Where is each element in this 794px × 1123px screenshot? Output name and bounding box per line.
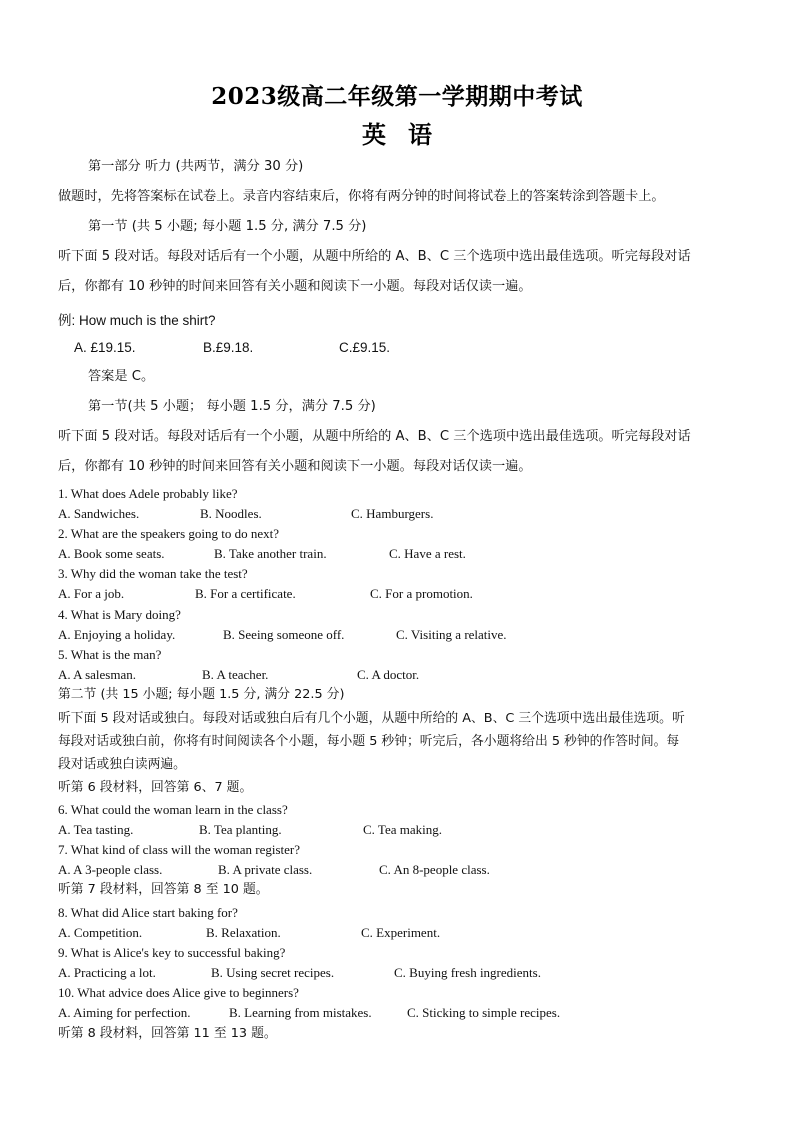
question-4-option-c: C. Visiting a relative. (396, 627, 507, 642)
question-10-option-c: C. Sticking to simple recipes. (407, 1005, 561, 1020)
question-7-option-a: A. A 3-people class. (58, 862, 163, 877)
section2-instruction-line2: 每段对话或独白前，你将有时间阅读各个小题，每小题 5 秒钟；听完后，各小题将给出 5 秒钟的作答时间。每 (58, 734, 680, 749)
exam-subject: 英语 (362, 120, 454, 149)
question-1-option-c: C. Hamburgers. (351, 506, 434, 521)
question-6: 6. What could the woman learn in the class? (58, 802, 288, 817)
question-2: 2. What are the speakers going to do next? (58, 526, 280, 541)
question-2-option-a: A. Book some seats. (58, 546, 165, 561)
question-9: 9. What is Alice's key to successful baking? (58, 945, 286, 960)
section1-heading: 第一节(共 5 小题； 每小题 1.5 分，满分 7.5 分) (88, 399, 376, 414)
question-3: 3. Why did the woman take the test? (58, 566, 248, 581)
question-6-option-b: B. Tea planting. (199, 822, 282, 837)
question-7-option-c: C. An 8-people class. (379, 862, 490, 877)
question-6-option-a: A. Tea tasting. (58, 822, 134, 837)
example-question: 例: How much is the shirt? (58, 313, 216, 328)
section2-instruction-line3: 段对话或独白读两遍。 (58, 757, 186, 772)
question-10-option-b: B. Learning from mistakes. (229, 1005, 372, 1020)
section1-instruction-line1: 听下面 5 段对话。每段对话后有一个小题，从题中所给的 A、B、C 三个选项中选出最佳选项。听完每段对话 (58, 429, 691, 444)
question-4: 4. What is Mary doing? (58, 607, 181, 622)
question-7: 7. What kind of class will the woman register? (58, 842, 301, 857)
part1-instruction: 做题时，先将答案标在试卷上。录音内容结束后，你将有两分钟的时间将试卷上的答案转涂到答题卡上。 (58, 189, 665, 204)
example-option-a: A. £19.15. (74, 340, 136, 355)
section1-example-heading: 第一节 (共 5 小题; 每小题 1.5 分, 满分 7.5 分) (88, 219, 367, 234)
question-4-option-a: A. Enjoying a holiday. (58, 627, 176, 642)
question-8-option-c: C. Experiment. (361, 925, 441, 940)
question-9-option-c: C. Buying fresh ingredients. (394, 965, 541, 980)
question-1: 1. What does Adele probably like? (58, 486, 238, 501)
question-7-option-b: B. A private class. (218, 862, 313, 877)
question-5-option-c: C. A doctor. (357, 667, 420, 682)
question-5: 5. What is the man? (58, 647, 162, 662)
question-10-option-a: A. Aiming for perfection. (58, 1005, 191, 1020)
example-answer: 答案是 C。 (88, 369, 155, 384)
question-8-option-a: A. Competition. (58, 925, 143, 940)
material-8-note: 听第 8 段材料，回答第 11 至 13 题。 (58, 1026, 277, 1041)
question-9-option-b: B. Using secret recipes. (211, 965, 335, 980)
question-10: 10. What advice does Alice give to beginners? (58, 985, 299, 1000)
question-2-option-c: C. Have a rest. (389, 546, 466, 561)
question-1-option-b: B. Noodles. (200, 506, 262, 521)
question-3-option-c: C. For a promotion. (370, 586, 473, 601)
question-8: 8. What did Alice start baking for? (58, 905, 238, 920)
question-5-option-a: A. A salesman. (58, 667, 136, 682)
question-4-option-b: B. Seeing someone off. (223, 627, 345, 642)
section2-heading: 第二节 (共 15 小题; 每小题 1.5 分, 满分 22.5 分) (58, 687, 345, 702)
section1-example-instruction-line1: 听下面 5 段对话。每段对话后有一个小题，从题中所给的 A、B、C 三个选项中选出最佳选项。听完每段对话 (58, 249, 691, 264)
question-3-option-a: A. For a job. (58, 586, 125, 601)
section1-example-instruction-line2: 后，你都有 10 秒钟的时间来回答有关小题和阅读下一小题。每段对话仅读一遍。 (58, 279, 532, 294)
material-6-note: 听第 6 段材料，回答第 6、7 题。 (58, 780, 253, 795)
example-option-b: B.£9.18. (203, 340, 254, 355)
part1-heading: 第一部分 听力 (共两节，满分 30 分) (88, 159, 304, 174)
section2-instruction-line1: 听下面 5 段对话或独白。每段对话或独白后有几个小题，从题中所给的 A、B、C 三个选项中选出最佳选项。听 (58, 711, 685, 726)
question-6-option-c: C. Tea making. (363, 822, 443, 837)
question-2-option-b: B. Take another train. (214, 546, 327, 561)
exam-title: 2023级高二年级第一学期期中考试 (211, 83, 583, 110)
question-3-option-b: B. For a certificate. (195, 586, 296, 601)
question-9-option-a: A. Practicing a lot. (58, 965, 156, 980)
question-8-option-b: B. Relaxation. (206, 925, 281, 940)
example-option-c: C.£9.15. (339, 340, 391, 355)
section1-instruction-line2: 后，你都有 10 秒钟的时间来回答有关小题和阅读下一小题。每段对话仅读一遍。 (58, 459, 532, 474)
material-7-note: 听第 7 段材料，回答第 8 至 10 题。 (58, 882, 269, 897)
question-5-option-b: B. A teacher. (202, 667, 269, 682)
question-1-option-a: A. Sandwiches. (58, 506, 140, 521)
